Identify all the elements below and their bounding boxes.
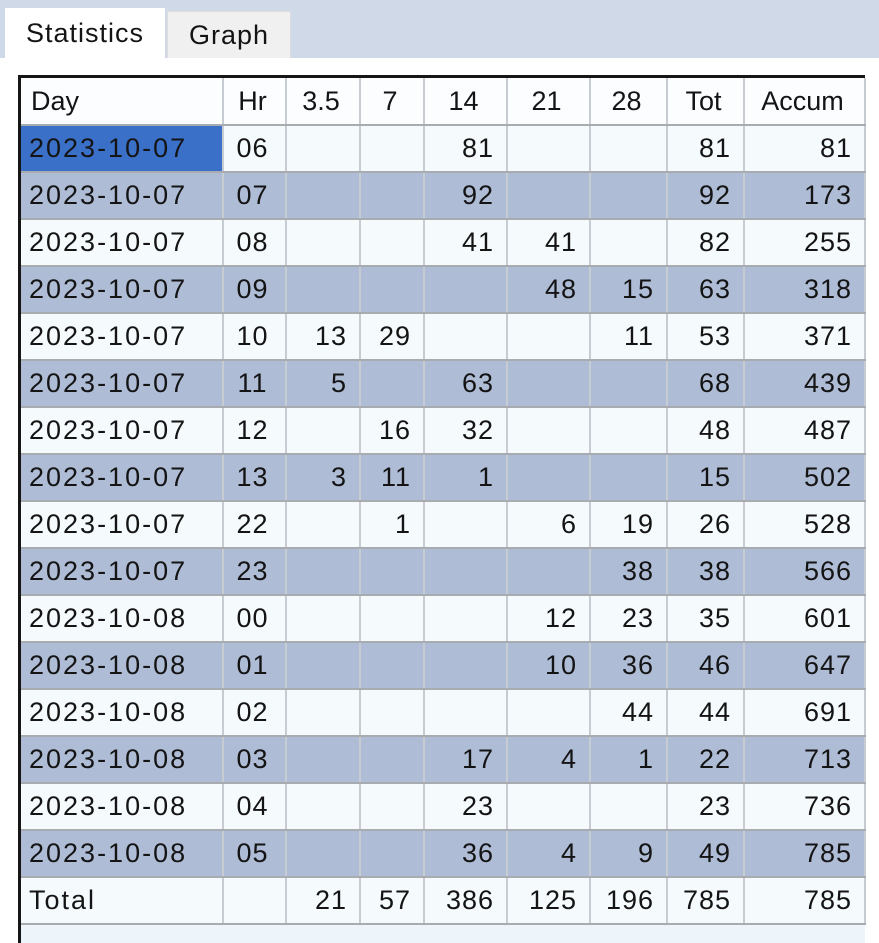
table-row: [21, 360, 865, 407]
table-cell[interactable]: 17: [424, 736, 507, 783]
table-row: [21, 642, 865, 689]
table-row: [21, 313, 865, 360]
table-cell[interactable]: 35: [667, 595, 744, 642]
table-cell[interactable]: 371: [744, 313, 865, 360]
table-cell[interactable]: [360, 219, 424, 266]
table-cell[interactable]: [286, 830, 360, 877]
table-cell[interactable]: 38: [667, 548, 744, 595]
table-cell[interactable]: 1: [360, 501, 424, 548]
table-cell[interactable]: [507, 454, 590, 501]
table-cell[interactable]: [360, 736, 424, 783]
table-cell[interactable]: 06: [223, 125, 286, 172]
table-cell[interactable]: 48: [667, 407, 744, 454]
table-cell[interactable]: [424, 501, 507, 548]
table-cell[interactable]: 785: [744, 877, 865, 924]
table-cell[interactable]: 41: [507, 219, 590, 266]
table-cell[interactable]: 3: [286, 454, 360, 501]
table-cell[interactable]: 15: [667, 454, 744, 501]
table-cell[interactable]: [286, 219, 360, 266]
table-cell[interactable]: 29: [360, 313, 424, 360]
table-body: [21, 125, 865, 924]
table-row: [21, 125, 865, 172]
table-cell[interactable]: [360, 642, 424, 689]
table-cell[interactable]: 736: [744, 783, 865, 830]
tab-bar: [5, 8, 291, 58]
table-cell[interactable]: 63: [424, 360, 507, 407]
table-row: [21, 407, 865, 454]
table-cell[interactable]: 23: [223, 548, 286, 595]
table-cell[interactable]: 439: [744, 360, 865, 407]
table-cell[interactable]: [424, 548, 507, 595]
table-cell[interactable]: 4: [507, 830, 590, 877]
table-cell[interactable]: 2023-10-08: [21, 689, 223, 736]
table-cell[interactable]: 713: [744, 736, 865, 783]
column-header: 28: [590, 78, 667, 125]
total-row: [21, 877, 865, 924]
table-cell[interactable]: 4: [507, 736, 590, 783]
table-cell[interactable]: 48: [507, 266, 590, 313]
table-cell[interactable]: 9: [590, 830, 667, 877]
table-cell[interactable]: 11: [360, 454, 424, 501]
table-cell[interactable]: 502: [744, 454, 865, 501]
column-header: 3.5: [286, 78, 360, 125]
table-cell[interactable]: 2023-10-08: [21, 736, 223, 783]
selected-cell[interactable]: 2023-10-07: [21, 125, 223, 172]
table-cell[interactable]: 46: [667, 642, 744, 689]
table-cell[interactable]: 92: [667, 172, 744, 219]
table-cell[interactable]: 487: [744, 407, 865, 454]
table-cell[interactable]: 36: [424, 830, 507, 877]
table-cell[interactable]: 2023-10-08: [21, 830, 223, 877]
table-cell[interactable]: 11: [590, 313, 667, 360]
table-cell[interactable]: 44: [667, 689, 744, 736]
table-cell[interactable]: 785: [667, 877, 744, 924]
statistics-grid: [18, 75, 865, 943]
table-cell[interactable]: 00: [223, 595, 286, 642]
table-cell[interactable]: 2023-10-07: [21, 454, 223, 501]
table-cell[interactable]: 57: [360, 877, 424, 924]
table-cell[interactable]: 41: [424, 219, 507, 266]
table-cell[interactable]: [286, 642, 360, 689]
table-cell[interactable]: 2023-10-07: [21, 407, 223, 454]
table-cell[interactable]: [360, 125, 424, 172]
table-cell[interactable]: [424, 595, 507, 642]
table-cell[interactable]: [223, 877, 286, 924]
table-cell[interactable]: 07: [223, 172, 286, 219]
table-cell[interactable]: [507, 125, 590, 172]
table-cell[interactable]: 647: [744, 642, 865, 689]
table-cell[interactable]: 03: [223, 736, 286, 783]
table-cell[interactable]: 6: [507, 501, 590, 548]
table-cell[interactable]: [507, 313, 590, 360]
table-cell[interactable]: 125: [507, 877, 590, 924]
table-cell[interactable]: 23: [590, 595, 667, 642]
table-cell[interactable]: 22: [667, 736, 744, 783]
table-cell[interactable]: 49: [667, 830, 744, 877]
table-cell[interactable]: [590, 454, 667, 501]
table-cell[interactable]: 173: [744, 172, 865, 219]
table-cell[interactable]: 10: [507, 642, 590, 689]
table-cell[interactable]: [507, 783, 590, 830]
table-cell[interactable]: 785: [744, 830, 865, 877]
table-cell[interactable]: [507, 360, 590, 407]
table-cell[interactable]: [360, 266, 424, 313]
table-cell[interactable]: [286, 501, 360, 548]
table-cell[interactable]: 2023-10-07: [21, 501, 223, 548]
table-cell[interactable]: [360, 172, 424, 219]
table-cell[interactable]: [360, 595, 424, 642]
table-row: [21, 219, 865, 266]
table-cell[interactable]: [360, 548, 424, 595]
table-cell[interactable]: [590, 172, 667, 219]
table-cell[interactable]: Total: [21, 877, 223, 924]
table-cell[interactable]: 01: [223, 642, 286, 689]
table-cell[interactable]: [286, 595, 360, 642]
table-cell[interactable]: 5: [286, 360, 360, 407]
table-row: [21, 266, 865, 313]
table-cell[interactable]: 2023-10-07: [21, 219, 223, 266]
table-row: [21, 172, 865, 219]
table-cell[interactable]: 81: [667, 125, 744, 172]
column-header: Tot: [667, 78, 744, 125]
table-cell[interactable]: 04: [223, 783, 286, 830]
table-cell[interactable]: 81: [424, 125, 507, 172]
table-cell[interactable]: 02: [223, 689, 286, 736]
table-cell[interactable]: [286, 172, 360, 219]
table-cell[interactable]: [286, 407, 360, 454]
table-cell[interactable]: [360, 360, 424, 407]
table-cell[interactable]: 566: [744, 548, 865, 595]
table-cell[interactable]: [590, 219, 667, 266]
table-cell[interactable]: 2023-10-07: [21, 313, 223, 360]
table-cell[interactable]: 691: [744, 689, 865, 736]
table-cell[interactable]: 23: [424, 783, 507, 830]
table-cell[interactable]: [286, 689, 360, 736]
table-cell[interactable]: 601: [744, 595, 865, 642]
table-cell[interactable]: 36: [590, 642, 667, 689]
table-cell[interactable]: [590, 407, 667, 454]
table-cell[interactable]: 92: [424, 172, 507, 219]
table-cell[interactable]: [507, 689, 590, 736]
tab-statistics[interactable]: Statistics: [5, 8, 165, 58]
table-cell[interactable]: 2023-10-07: [21, 548, 223, 595]
table-cell[interactable]: 318: [744, 266, 865, 313]
statistics-tab-page: [0, 58, 879, 943]
table-cell[interactable]: [507, 548, 590, 595]
table-cell[interactable]: 09: [223, 266, 286, 313]
table-cell[interactable]: 63: [667, 266, 744, 313]
table-cell[interactable]: 255: [744, 219, 865, 266]
table-cell[interactable]: 38: [590, 548, 667, 595]
table-cell[interactable]: 15: [590, 266, 667, 313]
table-cell[interactable]: [286, 266, 360, 313]
table-cell[interactable]: 19: [590, 501, 667, 548]
table-cell[interactable]: [360, 689, 424, 736]
table-cell[interactable]: 11: [223, 360, 286, 407]
table-cell[interactable]: 53: [667, 313, 744, 360]
table-row: [21, 454, 865, 501]
column-header: Accum: [744, 78, 865, 125]
column-header: Hr: [223, 78, 286, 125]
table-cell[interactable]: [286, 783, 360, 830]
column-header: Day: [21, 78, 223, 125]
table-cell[interactable]: 82: [667, 219, 744, 266]
table-row: [21, 548, 865, 595]
table-cell[interactable]: [424, 689, 507, 736]
table-cell[interactable]: 2023-10-08: [21, 642, 223, 689]
table-row: [21, 783, 865, 830]
table-cell[interactable]: [286, 736, 360, 783]
column-header: 21: [507, 78, 590, 125]
table-cell[interactable]: [360, 783, 424, 830]
table-cell[interactable]: 12: [223, 407, 286, 454]
table-cell[interactable]: 44: [590, 689, 667, 736]
table-cell[interactable]: [286, 548, 360, 595]
table-cell[interactable]: 2023-10-08: [21, 595, 223, 642]
table-cell[interactable]: [360, 830, 424, 877]
table-cell[interactable]: 21: [286, 877, 360, 924]
table-cell[interactable]: [590, 360, 667, 407]
table-cell[interactable]: 386: [424, 877, 507, 924]
table-row: [21, 736, 865, 783]
table-cell[interactable]: 32: [424, 407, 507, 454]
table-cell[interactable]: 68: [667, 360, 744, 407]
table-cell[interactable]: 196: [590, 877, 667, 924]
table-cell[interactable]: [424, 642, 507, 689]
table-cell[interactable]: [424, 266, 507, 313]
table-cell[interactable]: 10: [223, 313, 286, 360]
table-cell[interactable]: 13: [223, 454, 286, 501]
table-row: [21, 830, 865, 877]
table-cell[interactable]: 13: [286, 313, 360, 360]
table-cell[interactable]: 22: [223, 501, 286, 548]
table-cell[interactable]: 08: [223, 219, 286, 266]
table-cell[interactable]: [286, 125, 360, 172]
column-header: 14: [424, 78, 507, 125]
table-cell[interactable]: [590, 783, 667, 830]
header-row: [21, 78, 865, 125]
table-cell[interactable]: 23: [667, 783, 744, 830]
table-cell[interactable]: [424, 313, 507, 360]
table-cell[interactable]: 2023-10-07: [21, 266, 223, 313]
table-cell[interactable]: 528: [744, 501, 865, 548]
column-header: 7: [360, 78, 424, 125]
table-cell[interactable]: 05: [223, 830, 286, 877]
table-cell[interactable]: 26: [667, 501, 744, 548]
table-cell[interactable]: [507, 407, 590, 454]
table-row: [21, 501, 865, 548]
table-row: [21, 689, 865, 736]
table-cell[interactable]: 1: [424, 454, 507, 501]
table-cell[interactable]: 81: [744, 125, 865, 172]
statistics-table: [21, 78, 866, 925]
table-cell[interactable]: 16: [360, 407, 424, 454]
table-cell[interactable]: 2023-10-07: [21, 360, 223, 407]
table-row: [21, 595, 865, 642]
table-cell[interactable]: 2023-10-08: [21, 783, 223, 830]
table-cell[interactable]: 2023-10-07: [21, 172, 223, 219]
table-cell[interactable]: [590, 125, 667, 172]
table-cell[interactable]: 12: [507, 595, 590, 642]
table-cell[interactable]: [507, 172, 590, 219]
tab-graph[interactable]: Graph: [167, 11, 291, 58]
table-cell[interactable]: 1: [590, 736, 667, 783]
